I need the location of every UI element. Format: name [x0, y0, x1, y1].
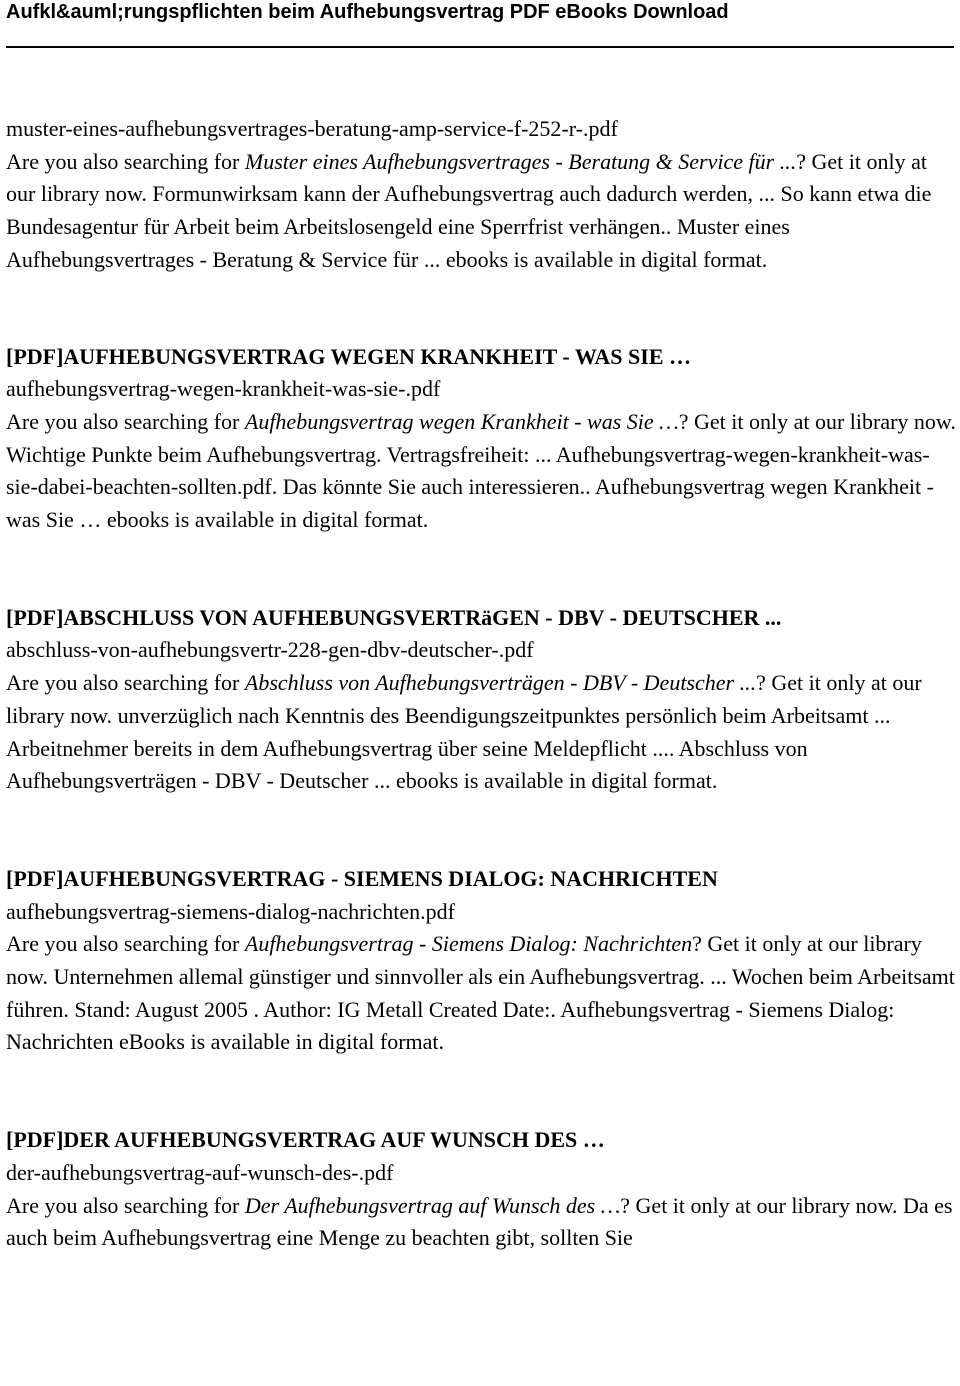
search-suffix: ? Get it only at our library now. Unternehmen allemal günstiger und sinnvoller als ein Aufhebungsvertrag. ... Wochen beim Arbeitsamt führen. Stand: August 2005 . Author: IG Metall Created Date:. Aufhebungsvertrag - Siemens Dialog: Nachrichten eBooks is available in digital format. — [6, 931, 955, 1055]
entry-heading[interactable]: [PDF]AUFHEBUNGSVERTRAG WEGEN KRANKHEIT - WAS SIE … — [6, 343, 691, 369]
search-prefix: Are you also searching for — [6, 670, 245, 696]
entry-description — [6, 1190, 956, 1255]
entry-description — [6, 406, 956, 537]
search-title: Der Aufhebungsvertrag auf Wunsch des … — [244, 1192, 621, 1218]
spacer — [6, 798, 956, 863]
entry-description — [6, 146, 956, 277]
result-entry — [6, 341, 956, 537]
document-body — [6, 113, 956, 1255]
search-prefix: Are you also searching for — [6, 148, 245, 174]
entry-heading[interactable]: [PDF]AUFHEBUNGSVERTRAG - SIEMENS DIALOG: NACHRICHTEN — [6, 865, 718, 891]
entry-heading[interactable]: [PDF]DER AUFHEBUNGSVERTRAG AUF WUNSCH DES … — [6, 1127, 605, 1153]
search-title: Aufhebungsvertrag - Siemens Dialog: Nachrichten — [244, 931, 693, 957]
header-divider — [6, 46, 954, 48]
entry-filename: der-aufhebungsvertrag-auf-wunsch-des-.pdf — [6, 1159, 394, 1185]
search-suffix: ? Get it only at our library now. Da es auch beim Aufhebungsvertrag eine Menge zu beachten gibt, sollten Sie — [6, 1192, 953, 1251]
page-title: Aufkl&auml;rungspflichten beim Aufhebungsvertrag PDF eBooks Download — [6, 1, 729, 23]
spacer — [6, 537, 956, 602]
search-title: Aufhebungsvertrag wegen Krankheit - was Sie … — [244, 408, 679, 434]
entry-description — [6, 928, 956, 1059]
search-suffix: ? Get it only at our library now. Formunwirksam kann der Aufhebungsvertrag auch dadurch werden, ... So kann etwa die Bundesagentur für Arbeit beim Arbeitslosengeld eine Sperrfrist verhängen.. Muster eines Aufhebungsvertrages - Beratung & Service für ... ebooks is available in digital format. — [6, 148, 932, 272]
entry-description — [6, 667, 956, 798]
search-suffix: ? Get it only at our library now. unverzüglich nach Kenntnis des Beendigungszeitpunktes persönlich beim Arbeitsamt ... Arbeitnehmer bereits in dem Aufhebungsvertrag über seine Meldepflicht .... Abschluss von Aufhebungsverträgen - DBV - Deutscher ... ebooks is available in digital format. — [6, 670, 922, 794]
result-entry — [6, 602, 956, 798]
result-entry — [6, 863, 956, 1059]
result-entry — [6, 1124, 956, 1255]
entry-filename: aufhebungsvertrag-wegen-krankheit-was-sie-.pdf — [6, 376, 441, 402]
page-header — [0, 0, 960, 58]
spacer — [6, 1059, 956, 1124]
entry-heading[interactable]: [PDF]ABSCHLUSS VON AUFHEBUNGSVERTRäGEN - DBV - DEUTSCHER ... — [6, 604, 782, 630]
search-suffix: ? Get it only at our library now. Wichtige Punkte beim Aufhebungsvertrag. Vertragsfreiheit: ... Aufhebungsvertrag-wegen-krankheit-was-sie-dabei-beachten-sollten.pdf. Das könnte Sie auch interessieren.. Aufhebungsvertrag wegen Krankheit - was Sie … ebooks is available in digital format. — [6, 408, 956, 533]
entry-filename: abschluss-von-aufhebungsvertr-228-gen-dbv-deutscher-.pdf — [6, 637, 534, 663]
entry-filename: aufhebungsvertrag-siemens-dialog-nachrichten.pdf — [6, 898, 455, 924]
search-prefix: Are you also searching for — [6, 931, 245, 957]
search-prefix: Are you also searching for — [6, 408, 245, 434]
search-prefix: Are you also searching for — [6, 1192, 245, 1218]
spacer — [6, 277, 956, 341]
entry-filename: muster-eines-aufhebungsvertrages-beratung-amp-service-f-252-r-.pdf — [6, 116, 618, 141]
search-title: Muster eines Aufhebungsvertrages - Beratung & Service für ... — [244, 148, 797, 174]
intro-entry — [6, 113, 956, 277]
search-title: Abschluss von Aufhebungsverträgen - DBV - Deutscher ... — [244, 670, 757, 696]
